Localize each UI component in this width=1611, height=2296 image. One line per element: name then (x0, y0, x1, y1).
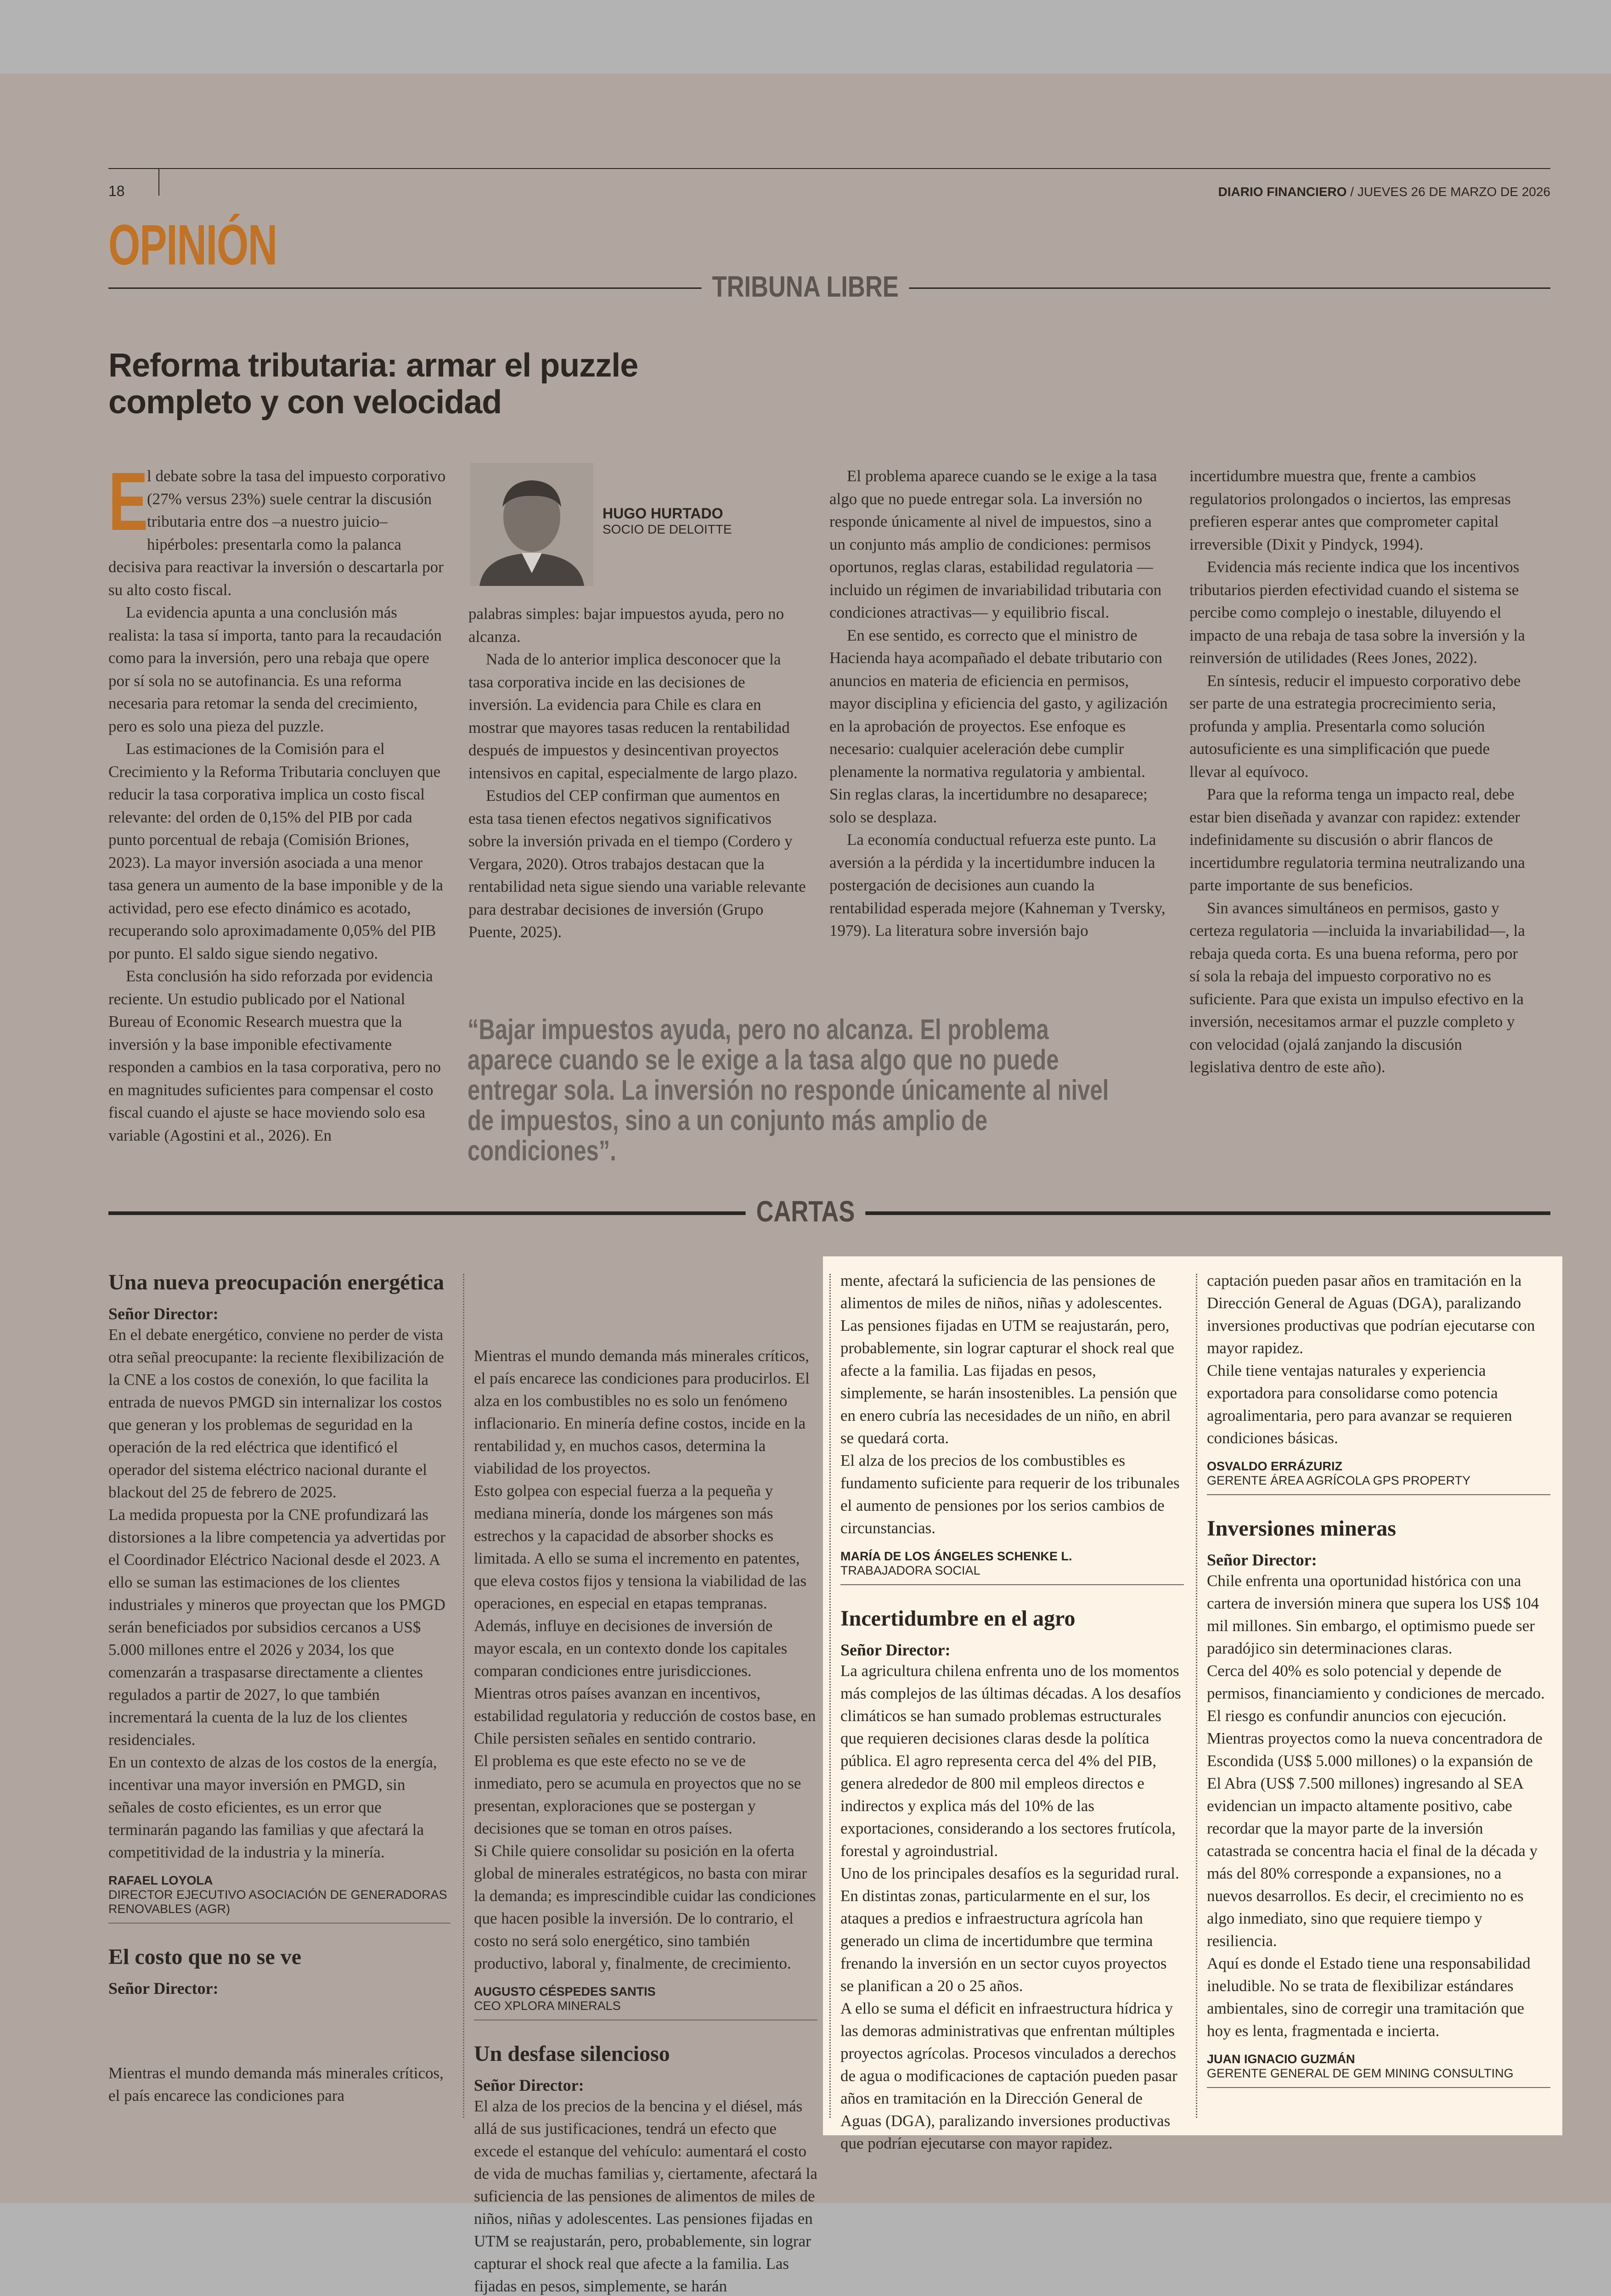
letters-column-1 (108, 1269, 451, 1998)
letter-body (1207, 1570, 1550, 2042)
article-column-1 (108, 456, 448, 1147)
letter-separator (840, 1584, 1184, 1585)
letter-salutation: Señor Director: (840, 1641, 951, 1659)
letter-salutation: Señor Director: (108, 1979, 219, 1998)
pull-quote: “Bajar impuestos ayuda, pero no alcanza. El problema aparece cuando se le exige a la tasa algo que no puede entregar sola. La inversión no responde únicamente al nivel de impuestos, sino a un conjunto más amplio de condiciones”. (468, 1014, 1109, 1167)
column-divider (829, 1274, 831, 2118)
kicker-wrap (0, 272, 1611, 301)
signature-name: MARÍA DE LOS ÁNGELES SCHENKE L. (840, 1549, 1072, 1563)
paragraph: Chile enfrenta una oportunidad histórica con una cartera de inversión minera que supera los US$ 104 mil millones. Sin embargo, el optimismo puede ser paradójico sin determinaciones claras. (1207, 1572, 1539, 1657)
paragraph: Las estimaciones de la Comisión para el Crecimiento y la Reforma Tributaria concluyen que reducir la tasa corporativa implica un costo fiscal relevante: del orden de 0,15% del PIB por cada punto porcentual de rebaja (Comisión Briones, 2023). La mayor inversión asociada a una menor tasa genera un aumento de la base imponible y de la actividad, pero ese efecto dinámico es acotado, recuperando solo aproximadamente 0,05% del PIB por punto. El saldo sigue siendo negativo. (108, 740, 443, 962)
paragraph: Cerca del 40% es solo potencial y depende de permisos, financiamiento y condiciones de mercado. El riesgo es confundir anuncios con ejecución. (1207, 1662, 1545, 1725)
header-rule (108, 168, 1550, 169)
cartas-label: CARTAS (746, 1197, 866, 1226)
signature-name: AUGUSTO CÉSPEDES SANTIS (474, 1985, 656, 1998)
paragraph: El problema es que este efecto no se ve de inmediato, pero se acumula en proyectos que no se presentan, exploraciones que se postergan y decisiones que se toman en otros países. (474, 1752, 801, 1837)
paragraph: En el debate energético, conviene no perder de vista otra señal preocupante: la reciente flexibilización de la CNE a los costos de conexión, lo que facilita la entrada de nuevos PMGD sin internalizar los costos que generan y los problemas de seguridad en la operación de la red eléctrica que identificó el operador del sistema eléctrico nacional durante el blackout del 25 de febrero de 2025. (108, 1326, 444, 1501)
paragraph: Mientras proyectos como la nueva concentradora de Escondida (US$ 5.000 millones) o la expansión de El Abra (US$ 7.500 millones) ingresando al SEA evidencian un impacto altamente positivo, cabe recordar que la mayor parte de la inversión catastrada se concentra hacia el final de la década y más del 80% corresponde a expansiones, no a nuevos desarrollos. Es decir, el crecimiento no es algo inmediato, sino que requiere tiempo y resiliencia. (1207, 1729, 1543, 1950)
letter-signature (840, 1549, 1184, 1578)
paragraph: Mientras el mundo demanda más minerales críticos, el país encarece las condiciones para producirlos. El alza en los combustibles no es solo un fenómeno inflacionario. En minería define costos, incide en la rentabilidad y, en muchos casos, determina la viabilidad de los proyectos. (474, 1347, 810, 1477)
paragraph: Esto golpea con especial fuerza a la pequeña y mediana minería, donde los márgenes son más estrechos y la capacidad de absorber shocks es limitada. A ello se suma el incremento en patentes, que eleva costos fijos y tensiona la viabilidad de las operaciones, en especial en etapas tempranas. Además, influye en decisiones de inversión de mayor escala, en un contexto donde los capitales comparan condiciones entre jurisdicciones. (474, 1482, 807, 1680)
paragraph: En ese sentido, es correcto que el ministro de Hacienda haya acompañado el debate tributario con anuncios en materia de eficiencia en permisos, mayor disciplina y eficiencia del gasto, y agilización en la aprobación de proyectos. Ese enfoque es necesario: cualquier aceleración debe cumplir plenamente la normativa regulatoria y ambiental. Sin reglas claras, la incertidumbre no desaparece; solo se desplaza. (829, 626, 1168, 826)
letter-signature (1207, 2052, 1550, 2081)
article-column-3 (829, 465, 1169, 942)
paragraph: Aquí es donde el Estado tiene una responsabilidad ineludible. No se trata de flexibilizar estándares ambientales, sino de corregir una tramitación que hoy es lenta, fragmentada e incierta. (1207, 1954, 1531, 2040)
author-name: HUGO HURTADO (603, 505, 723, 522)
signature-name: OSVALDO ERRÁZURIZ (1207, 1459, 1342, 1473)
paragraph: Mientras otros países avanzan en incentivos, estabilidad regulatoria y reducción de costos base, en Chile persisten señales en sentido contrario. (474, 1684, 816, 1747)
paragraph: El problema aparece cuando se le exige a la tasa algo que no puede entregar sola. La inversión no responde únicamente al nivel de impuestos, sino a un conjunto más amplio de condiciones: permisos oportunos, reglas claras, estabilidad regulatoria —incluido un régimen de invariabilidad tributaria con condiciones atractivas— y equilibrio fiscal. (829, 467, 1162, 621)
paragraph: Esta conclusión ha sido reforzada por evidencia reciente. Un estudio publicado por el National Bureau of Economic Research muestra que la inversión y la base imponible efectivamente responden a cambios en la tasa corporativa, pero no en magnitudes suficientes para compensar el costo fiscal cuando el ajuste se hace moviendo solo esa variable (Agostini et al., 2026). En (108, 967, 441, 1144)
letter-signature (108, 1874, 451, 1916)
section-title: OPINIÓN (108, 214, 277, 277)
letter-signature (1207, 1459, 1550, 1488)
letter-body (474, 1345, 817, 1975)
letter-body (840, 1660, 1184, 2152)
paragraph: Uno de los principales desafíos es la seguridad rural. En distintas zonas, particularmente en el sur, los ataques a predios e infraestructura agrícola han generado un clima de incertidumbre que termina frenando la inversión en un sector cuyos proyectos se planifican a 20 o 25 años. (840, 1864, 1179, 1995)
paragraph-continued: captación pueden pasar años en tramitación en la Dirección General de Aguas (DGA), paralizando inversiones productivas que podrían ejecutarse con mayor rapidez. (1207, 1272, 1535, 1357)
paragraph-start: Mientras el mundo demanda más minerales críticos, el país encarece las condiciones para (108, 2064, 444, 2105)
letter-salutation: Señor Director: (1207, 1551, 1317, 1569)
paragraph: A ello se suma el déficit en infraestructura hídrica y las demoras administrativas que enfrentan múltiples proyectos agrícolas. Procesos vinculados a derechos de agua o modificaciones de captación pueden pasar años en tramitación en la Dirección General de Aguas (DGA), paralizando inversiones productivas que podrían ejecutarse con mayor rapidez. (840, 1999, 1177, 2152)
letter-title: Incertidumbre en el agro (840, 1606, 1076, 1631)
letter-separator (108, 1923, 451, 1924)
letter-signature (474, 1985, 817, 2013)
paragraph: En síntesis, reducir el impuesto corporativo debe ser parte de una estrategia procrecimiento seria, profunda y amplia. Presentarla como solución autosuficiente es una simplificación que puede llevar al equívoco. (1189, 671, 1521, 781)
article-column-4 (1189, 465, 1529, 1079)
publication-name: DIARIO FINANCIERO (1218, 185, 1347, 199)
paragraph: Sin avances simultáneos en permisos, gasto y certeza regulatoria —incluida la invariabilidad—, la rebaja queda corta. Es una buena reforma, pero por sí sola la rebaja del impuesto corporativo no es suficiente. Para que exista un impulso efectivo en la inversión, necesitamos armar el puzzle completo y con velocidad (ojalá zanjando la discusión legislativa dentro de este año). (1189, 899, 1525, 1076)
letter-body-start (474, 2095, 817, 2295)
header-tick (158, 168, 159, 196)
letter-title: Una nueva preocupación energética (108, 1270, 445, 1294)
cartas-wrap (0, 1197, 1611, 1226)
letter-title: Inversiones mineras (1207, 1516, 1396, 1541)
paragraph: Para que la reforma tenga un impacto real, debe estar bien diseñada y avanzar con rapidez: extender indefinidamente su discusión o abrir flancos de incertidumbre regulatoria termina neutralizando una parte importante de sus beneficios. (1189, 785, 1525, 894)
author-portrait-icon (470, 463, 593, 586)
paragraph: La medida propuesta por la CNE profundizará las distorsiones a la libre competencia ya advertidas por el Coordinador Eléctrico Nacional desde el 2023. A ello se suman las estimaciones de los clientes industriales y mineros que proyectan que los PMGD serán beneficiados por subsidios cercanos a US$ 5.000 millones entre el 2026 y 2034, los que comenzarán a traspasarse directamente a clientes regulados a partir de 2027, lo que también incrementará la cuenta de la luz de los clientes residenciales. (108, 1506, 445, 1749)
letter-separator (1207, 2087, 1550, 2088)
paragraph: La evidencia apunta a una conclusión más realista: la tasa sí importa, tanto para la recaudación como para la inversión, pero una rebaja que opere por sí sola no se autofinancia. Es una reforma necesaria para retomar la senda del crecimiento, pero es solo una pieza del puzzle. (108, 603, 442, 735)
author-photo (470, 463, 593, 586)
headline-line-1: Reforma tributaria: armar el puzzle (108, 347, 638, 384)
article-headline (108, 347, 843, 421)
letter-salutation: Señor Director: (474, 2076, 584, 2094)
letter-body (108, 1323, 451, 1863)
paragraph: En un contexto de alzas de los costos de la energía, incentivar una mayor inversión en PMGD, sin señales de costo eficientes, es un error que terminarán pagando las familias y que afectará la competitividad de la industria y la minería. (108, 1753, 437, 1861)
paragraph: Estudios del CEP confirman que aumentos en esta tasa tienen efectos negativos significativos sobre la inversión privada en el tiempo (Cordero y Vergara, 2020). Otros trabajos destacan que la rentabilidad neta sigue siendo una variable relevante para destrabar decisiones de inversión (Grupo Puente, 2025). (468, 787, 806, 941)
masthead (1218, 185, 1551, 199)
author-role: SOCIO DE DELOITTE (603, 522, 732, 536)
paragraph: La agricultura chilena enfrenta uno de los momentos más complejos de las últimas décadas. A los desafíos climáticos se han sumado problemas estructurales que requieren decisiones claras desde la política pública. El agro representa cerca del 4% del PIB, genera alrededor de 800 mil empleos directos e indirectos y explica más del 10% de las exportaciones, considerando a los sectores frutícola, forestal y agroindustrial. (840, 1662, 1181, 1860)
signature-role: GERENTE GENERAL DE GEM MINING CONSULTING (1207, 2066, 1514, 2080)
lead-text: l debate sobre la tasa del impuesto corporativo (27% versus 23%) suele centrar la discusión tributaria entre dos –a nuestro juicio– hipérboles: presentarla como la palanca decisiva para reactivar la inversión o descartarla por su alto costo fiscal. (108, 467, 446, 599)
paragraph: El alza de los precios de la bencina y el diésel, más allá de sus justificaciones, tendrá un efecto que excede el estanque del vehículo: aumentará el costo de vida de muchas familias y, ciertamente, afectará la suficiencia de las pensiones de alimentos de miles de niños, niñas y adolescentes. Las pensiones fijadas en UTM se reajustarán, pero, probablemente, sin lograr capturar el shock real que afecte a la familia. Las fijadas en pesos, simplemente, se harán (474, 2097, 817, 2295)
publication-date: / JUEVES 26 DE MARZO DE 2026 (1350, 185, 1550, 199)
newspaper-page (0, 73, 1611, 2295)
signature-role: CEO XPLORA MINERALS (474, 1999, 621, 2013)
signature-name: JUAN IGNACIO GUZMÁN (1207, 2052, 1355, 2066)
letter-title: El costo que no se ve (108, 1945, 301, 1969)
article-column-2 (468, 602, 808, 944)
signature-name: RAFAEL LOYOLA (108, 1874, 213, 1887)
paragraph: Chile tiene ventajas naturales y experiencia exportadora para consolidarse como potencia agroalimentaria, pero para avanzar se requieren condiciones básicas. (1207, 1362, 1512, 1447)
letter-body-start (108, 2062, 451, 2131)
letters-column-3 (840, 1269, 1184, 2152)
letter-body (840, 1269, 1184, 1539)
letter-body (1207, 1269, 1550, 1449)
letter-separator (1207, 1494, 1550, 1495)
letter-salutation: Señor Director: (108, 1305, 219, 1323)
signature-role: GERENTE ÁREA AGRÍCOLA GPS PROPERTY (1207, 1474, 1471, 1487)
signature-role: DIRECTOR EJECUTIVO ASOCIACIÓN DE GENERADORAS RENOVABLES (AGR) (108, 1888, 447, 1916)
column-divider (1196, 1274, 1197, 2118)
headline-line-2: completo y con velocidad (108, 384, 502, 421)
author-byline (603, 505, 732, 537)
letters-column-2 (474, 1345, 817, 2295)
paragraph: Si Chile quiere consolidar su posición en la oferta global de minerales estratégicos, no basta con mirar la demanda; es imprescindible cuidar las condiciones que hacen posible la inversión. De lo contrario, el costo no será solo energético, sino también productivo, laboral y, finalmente, de crecimiento. (474, 1842, 816, 1972)
page-number: 18 (108, 183, 125, 199)
paragraph-continued: mente, afectará la suficiencia de las pensiones de alimentos de miles de niños, niñas y adolescentes. Las pensiones fijadas en UTM se reajustarán, pero, probablemente, sin lograr capturar el shock real que afecte a la familia. Las fijadas en pesos, simplemente, se harán insostenibles. La pensión que en enero cubría las necesidades de un niño, en abril se quedará corta. (840, 1272, 1177, 1447)
dropcap: E (108, 456, 148, 548)
letters-column-4 (1207, 1269, 1550, 2088)
letter-title: Un desfase silencioso (474, 2042, 670, 2066)
signature-role: TRABAJADORA SOCIAL (840, 1564, 980, 1577)
column-divider (463, 1274, 464, 2118)
paragraph: palabras simples: bajar impuestos ayuda, pero no alcanza. (468, 605, 784, 646)
paragraph: Nada de lo anterior implica desconocer que la tasa corporativa incide en las decisiones de inversión. La evidencia para Chile es clara en mostrar que mayores tasas reducen la rentabilidad después de impuestos y desincentivan proyectos intensivos en capital, especialmente de largo plazo. (468, 650, 798, 782)
paragraph: Evidencia más reciente indica que los incentivos tributarios pierden efectividad cuando el sistema se percibe como complejo o inestable, diluyendo el impacto de una rebaja de tasa sobre la inversión y la reinversión de utilidades (Rees Jones, 2022). (1189, 558, 1525, 667)
paragraph: La economía conductual refuerza este punto. La aversión a la pérdida y la incertidumbre inducen la postergación de decisiones aun cuando la rentabilidad esperada mejore (Kahneman y Tversky, 1979). La literatura sobre inversión bajo (829, 831, 1166, 940)
paragraph: incertidumbre muestra que, frente a cambios regulatorios prolongados o inciertos, las empresas prefieren esperar antes que comprometer capital irreversible (Dixit y Pindyck, 1994). (1189, 467, 1511, 553)
paragraph: El alza de los precios de los combustibles es fundamento suficiente para requerir de los tribunales el aumento de pensiones por los serios cambios de circunstancias. (840, 1452, 1180, 1537)
kicker-label: TRIBUNA LIBRE (702, 272, 909, 301)
article-lead-paragraph (108, 456, 448, 601)
